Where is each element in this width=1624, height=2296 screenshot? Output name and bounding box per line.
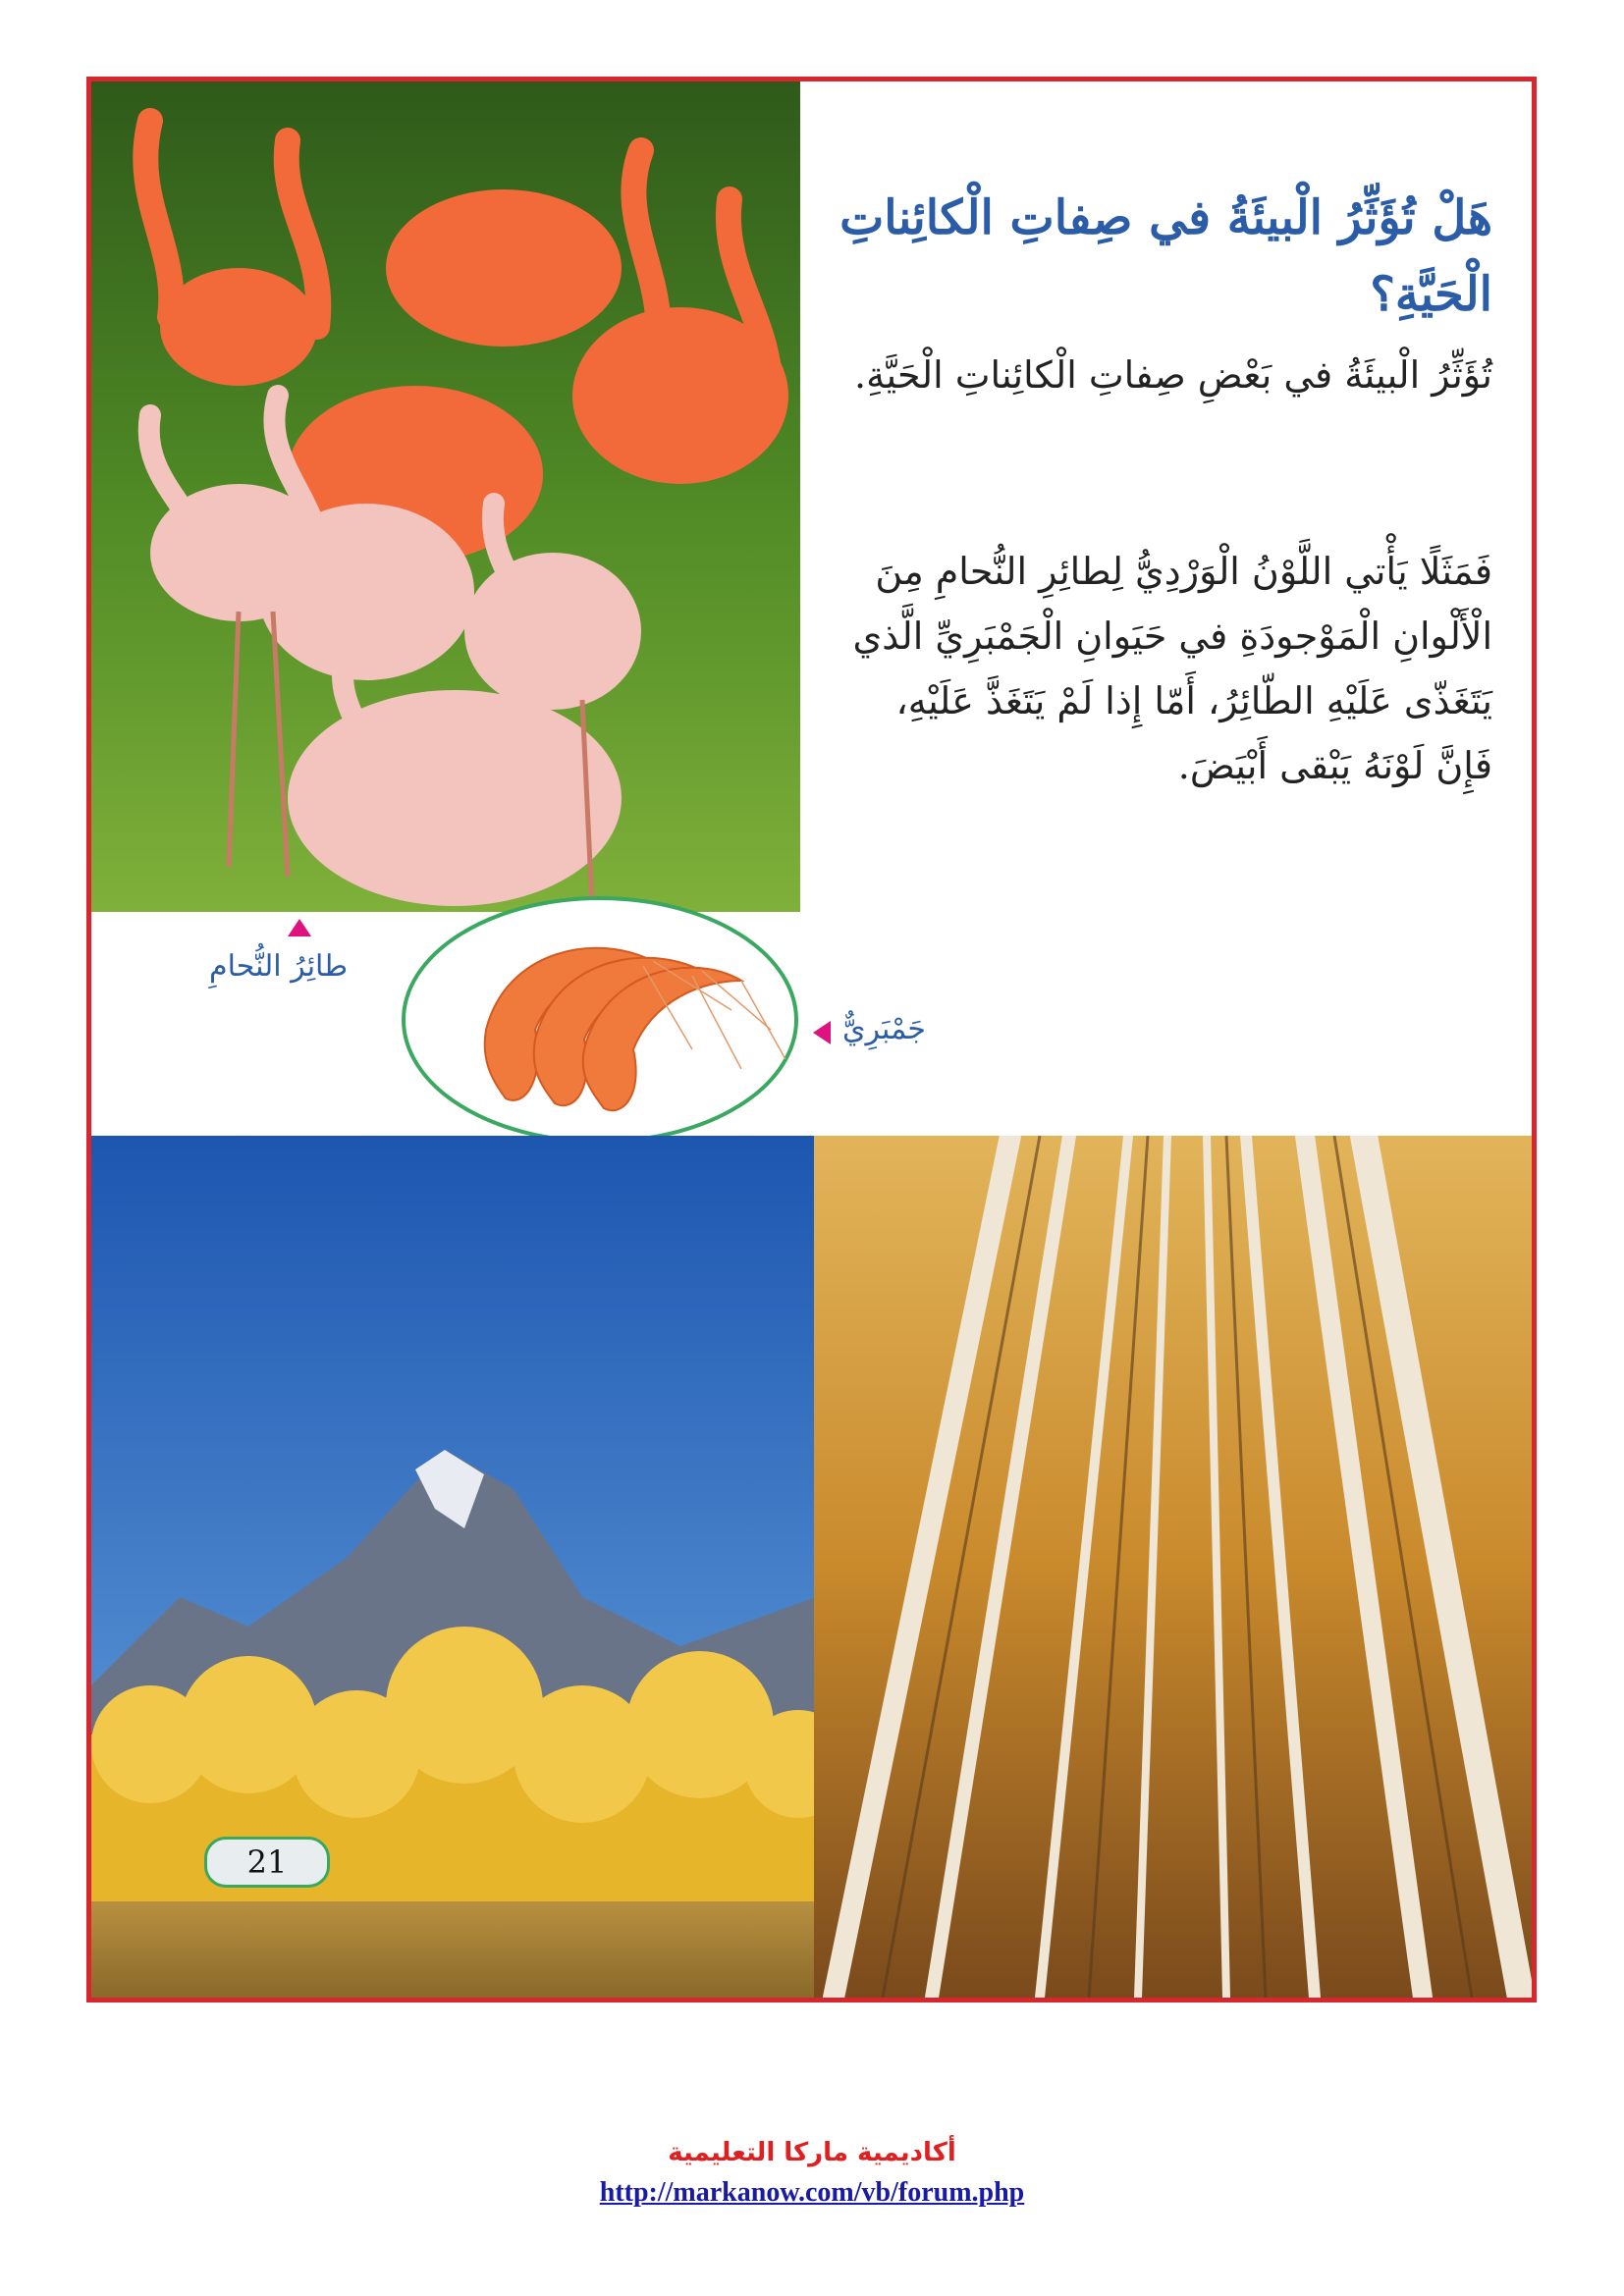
footer-forum-link[interactable]: http://markanow.com/vb/forum.php — [599, 2177, 1025, 2208]
footer-academy-name: أكاديمية ماركا التعليمية — [668, 2138, 956, 2167]
flamingo-photo — [91, 81, 800, 912]
page-title: هَلْ تُؤَثِّرُ الْبيئَةُ في صِفاتِ الْكائِناتِ الْحَيَّةِ؟ — [839, 190, 1492, 322]
lowland-poplar-photo — [814, 1136, 1537, 1998]
page-number: 21 — [204, 1837, 330, 1888]
shrimp-caption: جَمْبَرِيٌّ — [842, 1012, 926, 1046]
paragraph-environment-effect: تُؤَثِّرُ الْبيئَةُ في بَعْضِ صِفاتِ الْكائِناتِ الْحَيَّةِ. — [854, 353, 1492, 397]
shrimp-photo — [398, 892, 802, 1148]
flamingo-marker-icon — [288, 919, 311, 936]
flamingo-caption: طائِرُ النُّحامِ — [209, 949, 349, 984]
mountain-poplar-photo — [91, 1136, 816, 1998]
paragraph-flamingo-color: فَمَثَلًا يَأْتي اللَّوْنُ الْوَرْدِيُّ لِطائِرِ النُّحامِ مِنَ الْأَلْوانِ الْمَوْجودَةِ في حَيَوانِ الْجَمْبَرِيِّ الَّذي يَتَغَذّى عَلَيْهِ الطّائِرُ، أَمّا إِذا لَمْ يَتَغَذَّ عَلَيْهِ، فَإِنَّ لَوْنَهُ يَبْقى أَبْيَضَ. — [852, 550, 1492, 787]
page-frame — [86, 77, 1537, 2002]
shrimp-marker-icon — [813, 1021, 831, 1044]
